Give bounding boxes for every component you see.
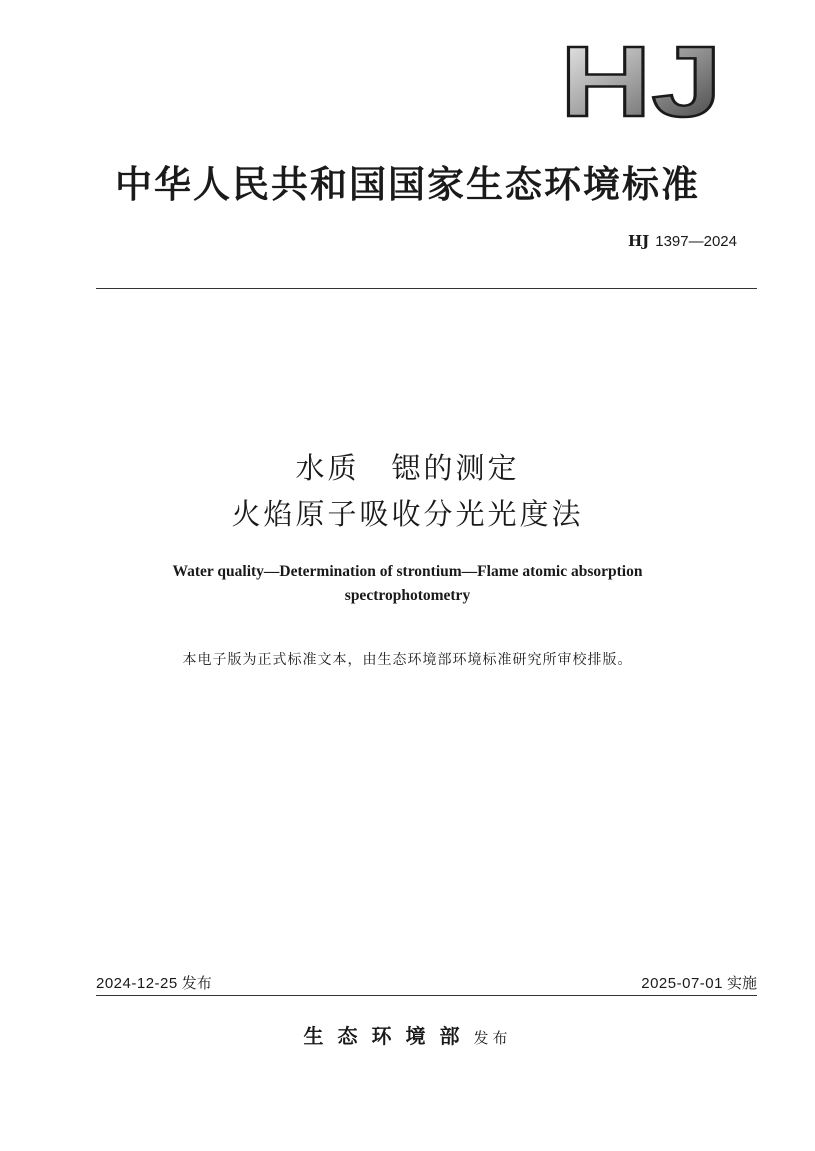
standard-code: 1397—2024 — [655, 233, 737, 250]
implementation-date-label: 实施 — [726, 974, 757, 992]
chinese-title-line-2: 火焰原子吸收分光光度法 — [231, 497, 584, 531]
issue-date-label: 发布 — [181, 974, 212, 992]
publisher — [0, 1020, 815, 1049]
chinese-title-line-1: 水质 锶的测定 — [295, 451, 520, 485]
english-title-line-2: spectrophotometry — [344, 587, 471, 604]
hj-logo-text: HJ — [560, 36, 722, 120]
english-title-line-1: Water quality—Determination of strontium—Flame atomic absorption — [172, 563, 643, 580]
publisher-action: 发布 — [473, 1029, 512, 1047]
standard-number — [628, 232, 737, 250]
document-category-title: 中华人民共和国国家生态环境标准 — [115, 162, 700, 206]
standard-prefix: HJ — [627, 232, 650, 250]
implementation-date-value: 2025-07-01 — [641, 975, 723, 992]
issue-date-value: 2024-12-25 — [96, 975, 178, 992]
issue-date — [96, 972, 212, 993]
edition-note: 本电子版为正式标准文本，由生态环境部环境标准研究所审校排版。 — [182, 652, 633, 668]
implementation-date — [641, 972, 757, 993]
publisher-name: 生态环境部 — [303, 1024, 474, 1048]
bottom-divider — [96, 995, 757, 996]
top-divider — [96, 288, 757, 289]
hj-logo — [556, 36, 726, 120]
